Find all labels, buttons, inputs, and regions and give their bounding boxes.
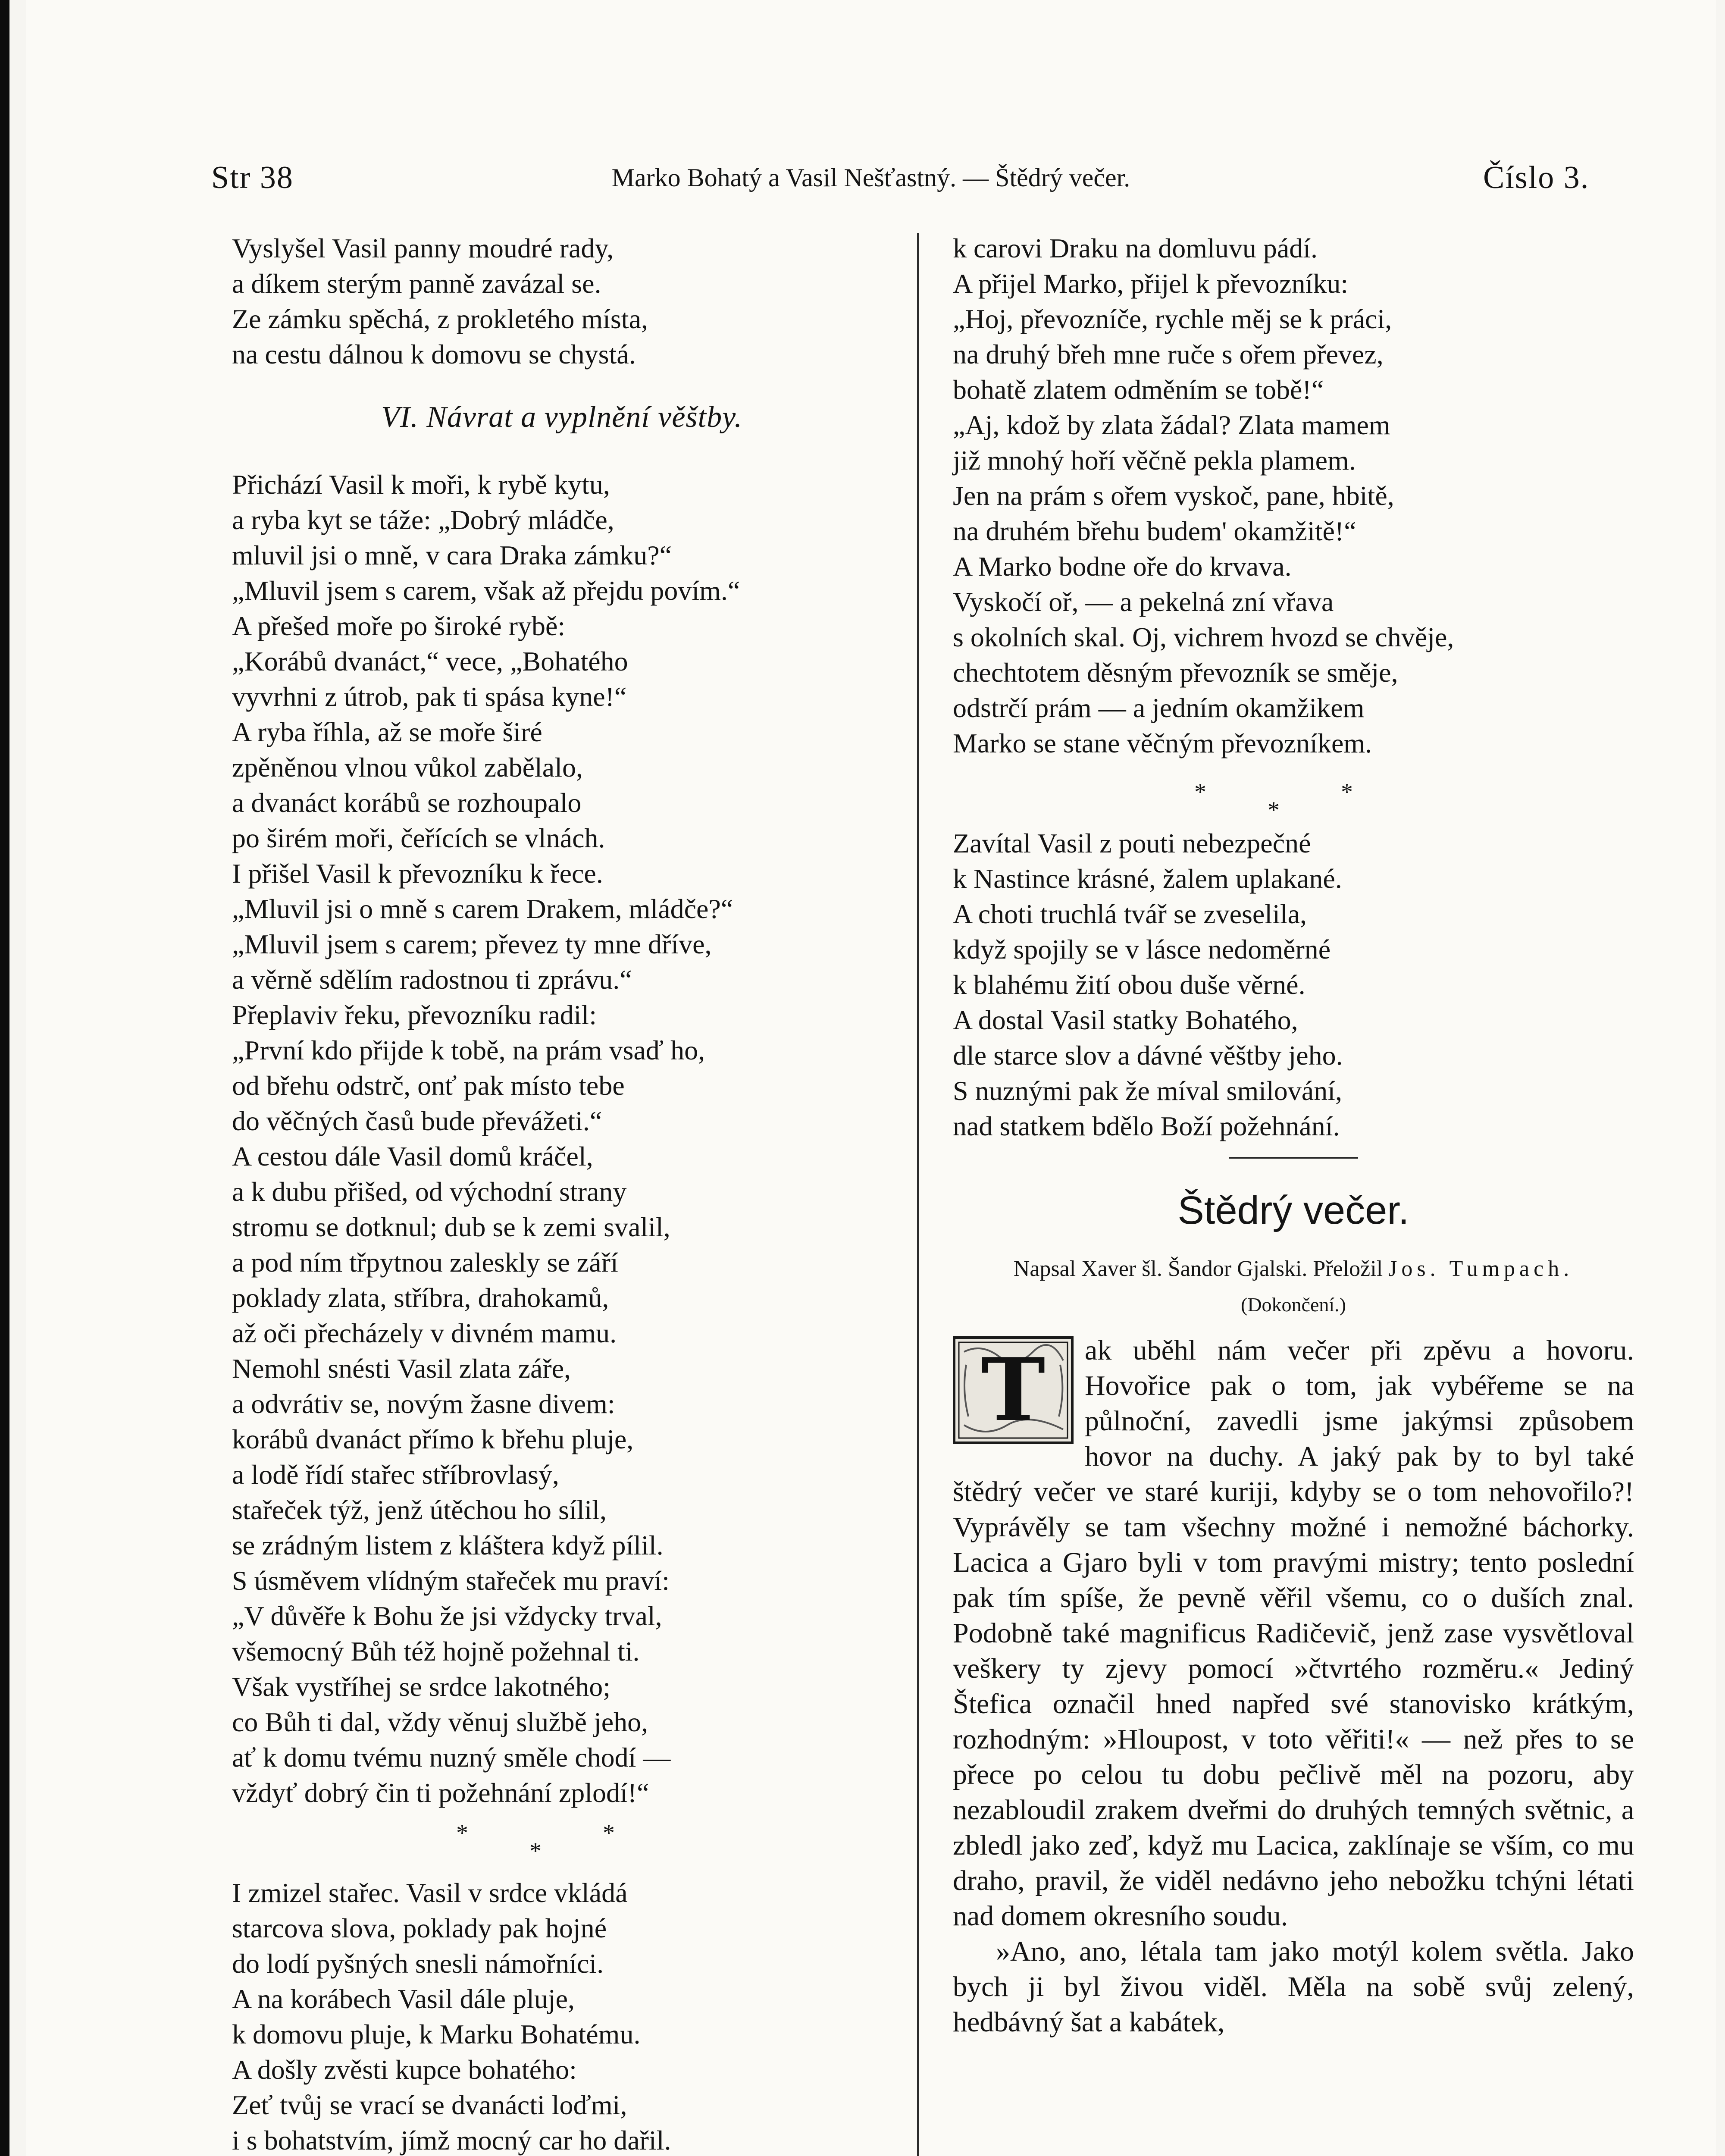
verse-line: s okolních skal. Oj, vichrem hvozd se chvěje, (953, 622, 1454, 652)
verse-line: A Marko bodne oře do krvava. (953, 551, 1292, 582)
byline-translator: Jos. Tumpach. (1388, 1257, 1574, 1281)
verse-line: až oči přecházely v divném mamu. (232, 1318, 617, 1348)
verse-line: Nemohl snésti Vasil zlata záře, (232, 1353, 571, 1384)
verse-line: zpěněnou vlnou vůkol zabělalo, (232, 752, 583, 783)
asterism-star: * (456, 1820, 468, 1846)
running-header (26, 160, 1716, 211)
verse-line: „Korábů dvanáct,“ vece, „Bohatého (232, 646, 628, 677)
section-title: VI. Návrat a vyplnění věštby. (381, 401, 742, 434)
verse-line: vyvrhni z útrob, pak ti spása kyne!“ (232, 681, 627, 712)
article-body (953, 1333, 1634, 2040)
verse-line: se zrádným listem z kláštera když pílil. (232, 1530, 664, 1561)
left-column (232, 231, 892, 2156)
verse-line: A přešed moře po široké rybě: (232, 611, 566, 641)
verse-line: k domovu pluje, k Marku Bohatému. (232, 2019, 641, 2049)
verse-line: starcova slova, poklady pak hojné (232, 1913, 607, 1943)
verse-line: A dostal Vasil statky Bohatého, (953, 1005, 1298, 1035)
verse-line: Však vystříhej se srdce lakotného; (232, 1671, 610, 1702)
asterism-star: * (529, 1838, 542, 1865)
verse-line: po širém moři, čeřících se vlnách. (232, 823, 605, 853)
poem-stanza (953, 826, 1634, 1144)
verse-line: do lodí pyšných snesli námořníci. (232, 1948, 604, 1979)
verse-line: dle starce slov a dávné věštby jeho. (953, 1040, 1343, 1071)
verse-line: „Hoj, převozníče, rychle měj se k práci, (953, 304, 1392, 334)
verse-line: A cestou dále Vasil domů kráčel, (232, 1141, 593, 1172)
verse-line: vždyť dobrý čin ti požehnání zplodí!“ (232, 1777, 649, 1808)
article-title: Štědrý večer. (1177, 1188, 1409, 1232)
verse-line: A choti truchlá tvář se zveselila, (953, 899, 1307, 929)
verse-line: a k dubu přišed, od východní strany (232, 1176, 627, 1207)
dropcap-letter: T (981, 1339, 1046, 1441)
article-paragraph: ak uběhl nám večer při zpěvu a hovoru. Hovořice pak o tom, jak vybéřeme se na půlnoční, zavedli jsme jakýmsi způsobem hovor na duchy. A jaký pak by to byl také štědrý večer ve staré kuriji, kdyby se o tom nehovořilo?! Vyprávěly se tam všechny možné i nemožné báchorky. Lacica a Gjaro byli v tom pravými mistry; tento poslední pak tím spíše, že pevně věřil všemu, co o duších znal. Podobně také magnificus Radičevič, jenž zase vysvětloval veškery ty zjevy pomocí »čtvrtého rozměru.« Jediný Štefica označil hned napřed své stanovisko krátkým, rozhodným: »Hloupost, v toto věřiti!« — než přes to se přece po celou tu dobu pečlivě měl na pozoru, aby nezabloudil zrakem dveřmi do druhých temných světnic, a zbledl jako zeď, když mu Lacica, zaklínaje se vším, co mu draho, pravil, že viděl nedávno jeho nebožku tchýni létati nad domem okresního soudu. (953, 1335, 1634, 1932)
verse-line: i s bohatstvím, jímž mocný car ho dařil. (232, 2125, 671, 2156)
verse-line: „V důvěře k Bohu že jsi vždycky trval, (232, 1601, 662, 1631)
verse-line: k carovi Draku na domluvu pádí. (953, 233, 1318, 263)
verse-line: když spojily se v lásce nedoměrné (953, 934, 1331, 965)
verse-line: Zavítal Vasil z pouti nebezpečné (953, 828, 1311, 859)
verse-line: od břehu odstrč, onť pak místo tebe (232, 1070, 625, 1101)
scan-border (0, 0, 9, 2156)
asterism (953, 761, 1634, 826)
verse-line: a ryba kyt se táže: „Dobrý mládče, (232, 505, 614, 535)
ornamental-initial (953, 1336, 1074, 1444)
column-divider (917, 233, 919, 2156)
running-title: Marko Bohatý a Vasil Nešťastný. — Štědrý večer. (611, 163, 1130, 192)
section-divider (1229, 1157, 1358, 1159)
verse-line: „Mluvil jsi o mně s carem Drakem, mládče?“ (232, 893, 733, 924)
verse-line: a díkem sterým panně zavázal se. (232, 268, 601, 299)
asterism-star: * (1194, 779, 1206, 805)
poem-stanza (953, 231, 1634, 761)
verse-line: A na korábech Vasil dále pluje, (232, 1984, 575, 2014)
verse-line: Přichází Vasil k moři, k rybě kytu, (232, 469, 610, 500)
verse-line: do věčných časů bude převážeti.“ (232, 1106, 602, 1136)
article-paragraph: »Ano, ano, létala tam jako motýl kolem světla. Jako bych ji byl živou viděl. Měla na sobě svůj zelený, hedbávný šat a kabátek, (953, 1936, 1634, 2038)
verse-line: „Aj, kdož by zlata žádal? Zlata mamem (953, 410, 1390, 440)
verse-line: chechtotem děsným převozník se směje, (953, 657, 1398, 688)
verse-line: ať k domu tvému nuzný směle chodí — (232, 1742, 671, 1773)
poem-stanza (232, 231, 892, 372)
document-page (26, 0, 1716, 2156)
verse-line: a pod ním třpytnou zaleskly se září (232, 1247, 618, 1278)
poem-stanza (232, 1875, 892, 2156)
verse-line: na druhém břehu budem' okamžitě!“ (953, 516, 1356, 546)
verse-line: I zmizel stařec. Vasil v srdce vkládá (232, 1877, 628, 1908)
verse-line: I přišel Vasil k převozníku k řece. (232, 858, 603, 889)
verse-line: stromu se dotknul; dub se k zemi svalil, (232, 1212, 670, 1242)
verse-line: stařeček týž, jenž útěchou ho sílil, (232, 1495, 607, 1525)
byline (953, 1252, 1634, 1286)
verse-line: Jen na prám s ořem vyskoč, pane, hbitě, (953, 480, 1394, 511)
asterism-star: * (1268, 797, 1280, 824)
verse-line: bohatě zlatem odměním se tobě!“ (953, 374, 1324, 405)
verse-line: k Nastince krásné, žalem uplakané. (953, 863, 1342, 894)
verse-line: „Mluvil jsem s carem, však až přejdu povím.“ (232, 575, 740, 606)
continued-note: (Dokončení.) (1241, 1294, 1346, 1316)
verse-line: Marko se stane věčným převozníkem. (953, 728, 1372, 758)
verse-line: A došly zvěsti kupce bohatého: (232, 2054, 577, 2085)
verse-line: na cestu dálnou k domovu se chystá. (232, 339, 636, 370)
verse-line: a věrně sdělím radostnou ti zprávu.“ (232, 964, 632, 995)
byline-author: Napsal Xaver šl. Šandor Gjalski. Přeložil (1013, 1257, 1383, 1281)
page-number: Str 38 (211, 160, 294, 195)
verse-line: Vyslyšel Vasil panny moudré rady, (232, 233, 614, 263)
verse-line: korábů dvanáct přímo k břehu pluje, (232, 1424, 634, 1454)
asterism-star: * (603, 1820, 615, 1846)
verse-line: na druhý břeh mne ruče s ořem převez, (953, 339, 1384, 370)
issue-number: Číslo 3. (1483, 160, 1590, 195)
verse-line: Zeť tvůj se vrací se dvanácti loďmi, (232, 2090, 627, 2120)
verse-line: A ryba říhla, až se moře širé (232, 717, 542, 747)
verse-line: k blahému žití obou duše věrné. (953, 969, 1305, 1000)
verse-line: poklady zlata, stříbra, drahokamů, (232, 1282, 609, 1313)
right-column (953, 231, 1634, 2040)
verse-line: A přijel Marko, přijel k převozníku: (953, 268, 1349, 299)
verse-line: všemocný Bůh též hojně požehnal ti. (232, 1636, 640, 1667)
verse-line: a odvrátiv se, novým žasne divem: (232, 1388, 615, 1419)
verse-line: Vyskočí oř, — a pekelná zní vřava (953, 586, 1334, 617)
verse-line: co Bůh ti dal, vždy věnuj službě jeho, (232, 1707, 648, 1737)
verse-line: a dvanáct korábů se rozhoupalo (232, 787, 582, 818)
verse-line: „Mluvil jsem s carem; převez ty mne dříve, (232, 929, 712, 959)
asterism (232, 1811, 892, 1875)
verse-line: Přeplaviv řeku, převozníku radil: (232, 1000, 597, 1030)
verse-line: odstrčí prám — a jedním okamžikem (953, 693, 1365, 723)
verse-line: S nuznými pak že míval smilování, (953, 1075, 1342, 1106)
poem-stanza (232, 467, 892, 1811)
verse-line: Ze zámku spěchá, z prokletého místa, (232, 304, 648, 334)
verse-line: nad statkem bdělo Boží požehnání. (953, 1111, 1340, 1141)
asterism-star: * (1341, 779, 1353, 805)
verse-line: a lodě řídí stařec stříbrovlasý, (232, 1459, 559, 1490)
verse-line: již mnohý hoří věčně pekla plamem. (953, 445, 1356, 476)
verse-line: S úsměvem vlídným stařeček mu praví: (232, 1565, 670, 1596)
verse-line: „První kdo přijde k tobě, na prám vsaď ho, (232, 1035, 705, 1065)
verse-line: mluvil jsi o mně, v cara Draka zámku?“ (232, 540, 672, 570)
